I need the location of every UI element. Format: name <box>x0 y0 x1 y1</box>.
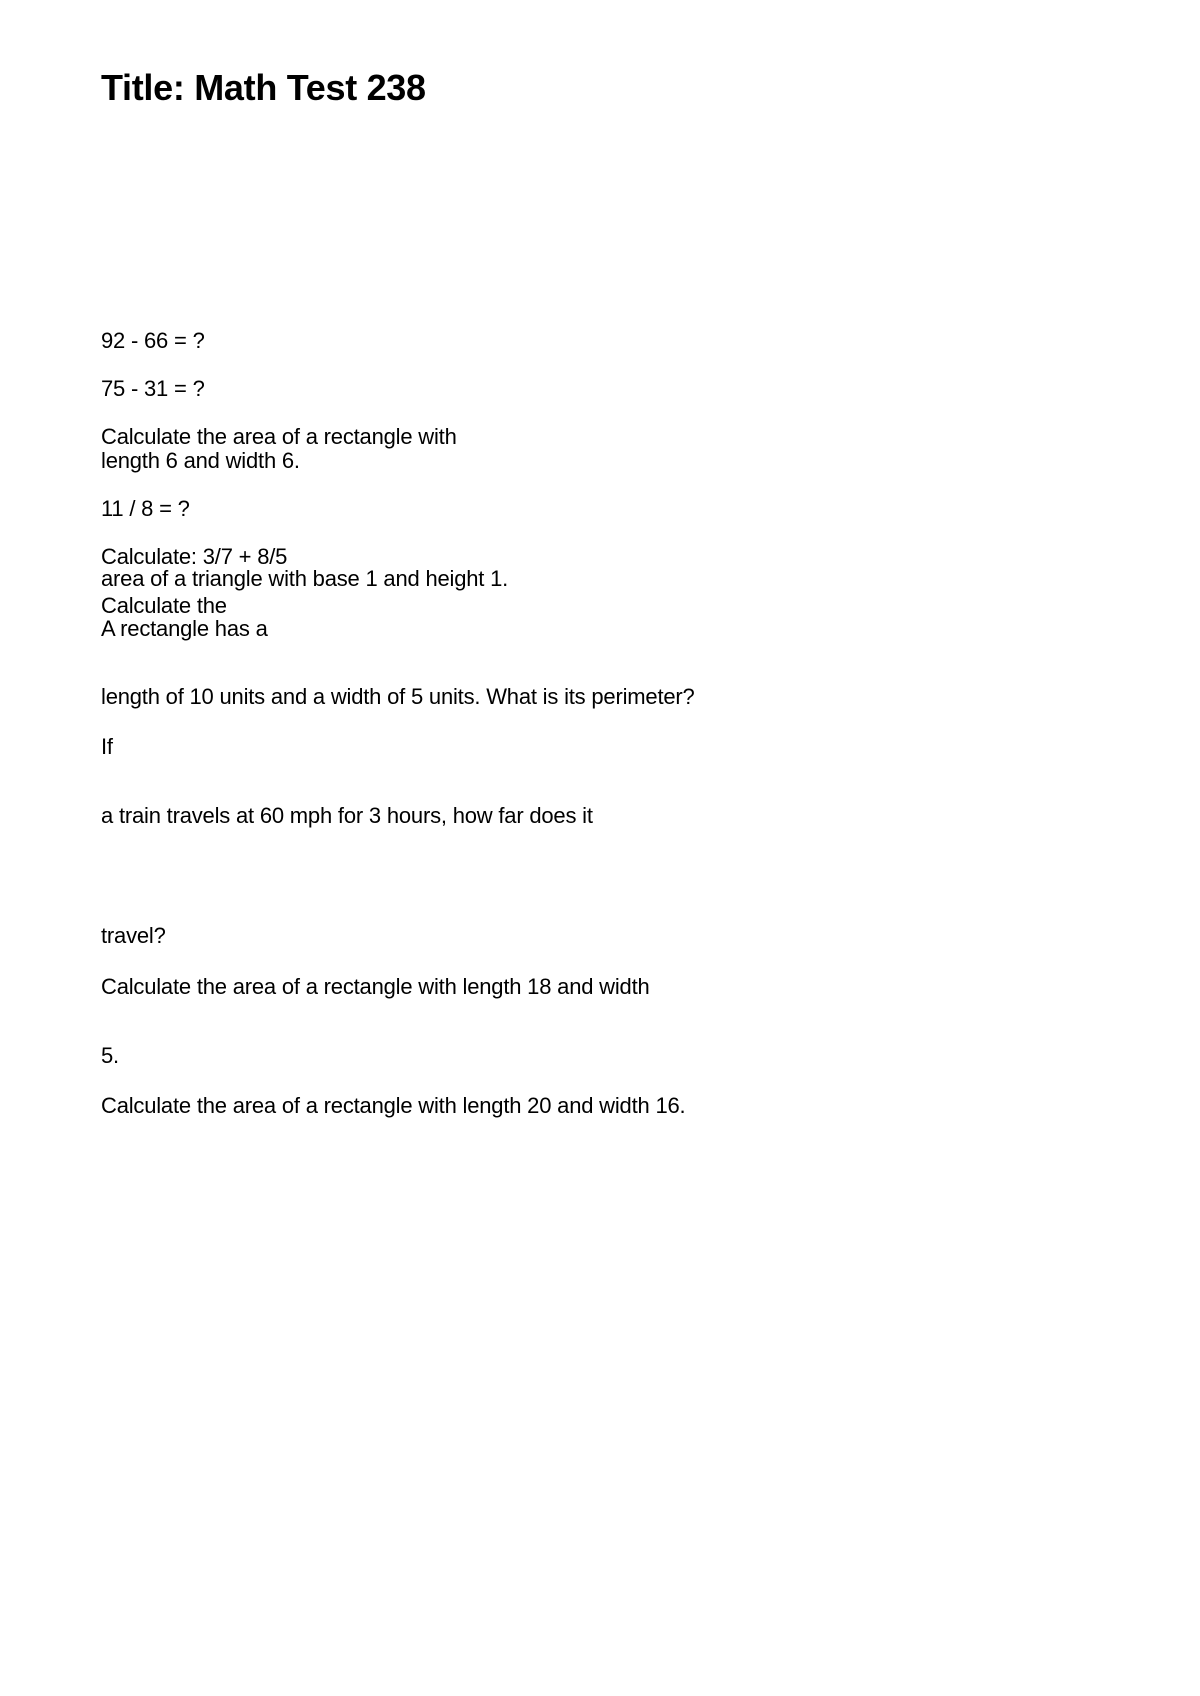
question-line: a train travels at 60 mph for 3 hours, how far does it <box>101 803 593 828</box>
question-line: Calculate: 3/7 + 8/5 <box>101 544 288 569</box>
question-line: Calculate the <box>101 593 227 618</box>
question-line: travel? <box>101 923 166 948</box>
question-line: A rectangle has a <box>101 616 268 641</box>
question-line: Calculate the area of a rectangle with length 18 and width <box>101 974 650 999</box>
page-title: Title: Math Test 238 <box>101 67 426 108</box>
question-line: If <box>101 734 113 759</box>
question-line: 75 - 31 = ? <box>101 376 205 401</box>
question-line: 11 / 8 = ? <box>101 496 190 521</box>
question-line: 92 - 66 = ? <box>101 328 205 353</box>
question-line: area of a triangle with base 1 and height 1. <box>101 566 509 591</box>
question-line: length of 10 units and a width of 5 units. What is its perimeter? <box>101 684 695 709</box>
question-line: Calculate the area of a rectangle with length 20 and width 16. <box>101 1093 686 1118</box>
question-line: Calculate the area of a rectangle with <box>101 424 457 449</box>
question-line: length 6 and width 6. <box>101 448 300 473</box>
question-line: 5. <box>101 1043 119 1068</box>
